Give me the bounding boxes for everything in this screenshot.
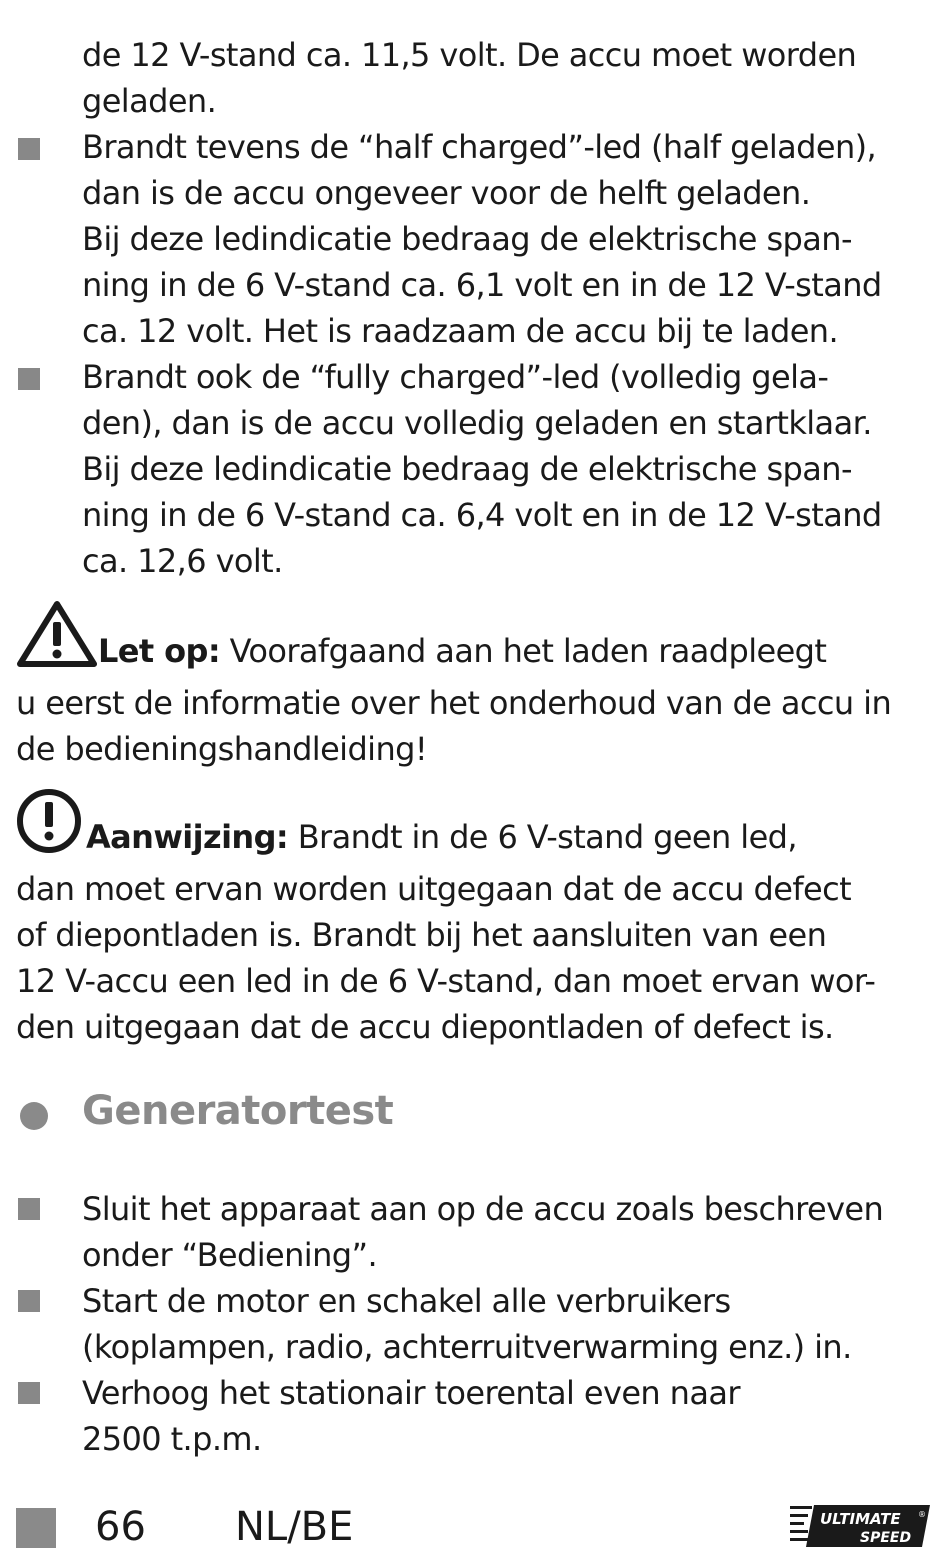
bullet-line: Bij deze ledindicatie bedraag de elektrische span-: [82, 450, 852, 488]
bullet-item-fully-charged: [82, 354, 932, 584]
bullet-item-start-motor: [82, 1278, 932, 1370]
hint-line: den uitgegaan dat de accu diepontladen of defect is.: [16, 1008, 834, 1046]
bullet-line: ca. 12 volt. Het is raadzaam de accu bij te laden.: [82, 312, 839, 350]
intro-line: geladen.: [82, 82, 217, 120]
bullet-line: ning in de 6 V-stand ca. 6,4 volt en in de 12 V-stand: [82, 496, 882, 534]
logo-registered-mark: ®: [918, 1510, 926, 1519]
bullet-line: Start de motor en schakel alle verbruikers: [82, 1282, 731, 1320]
bullet-item-connect: [82, 1186, 932, 1278]
bullet-line: ning in de 6 V-stand ca. 6,1 volt en in de 12 V-stand: [82, 266, 882, 304]
bullet-line: den), dan is de accu volledig geladen en startklaar.: [82, 404, 872, 442]
warning-line: de bedieningshandleiding!: [16, 730, 428, 768]
bullet-line: Brandt ook de “fully charged”-led (volledig gela-: [82, 358, 829, 396]
warning-line: u eerst de informatie over het onderhoud van de accu in: [16, 684, 892, 722]
bullet-square-icon: [18, 368, 40, 390]
bullet-square-icon: [18, 1198, 40, 1220]
footer-square-icon: [16, 1508, 56, 1548]
warning-note: [16, 600, 936, 772]
bullet-line: Brandt tevens de “half charged”-led (half geladen),: [82, 128, 877, 166]
warning-label: Let op:: [98, 632, 221, 670]
hint-line: dan moet ervan worden uitgegaan dat de accu defect: [16, 870, 852, 908]
logo-text-top: ULTIMATE: [820, 1510, 901, 1528]
bullet-line: dan is de accu ongeveer voor de helft geladen.: [82, 174, 811, 212]
hint-note: [16, 788, 936, 1050]
brand-logo: [790, 1503, 932, 1549]
bullet-line: Bij deze ledindicatie bedraag de elektrische span-: [82, 220, 852, 258]
bullet-line: onder “Bediening”.: [82, 1236, 378, 1274]
warning-triangle-icon: [16, 600, 98, 680]
hint-line: of diepontladen is. Brandt bij het aansluiten van een: [16, 916, 827, 954]
hint-text: Brandt in de 6 V-stand geen led,: [288, 818, 797, 856]
language-code: NL/BE: [235, 1504, 354, 1550]
hint-line: 12 V-accu een led in de 6 V-stand, dan moet ervan wor-: [16, 962, 876, 1000]
bullet-line: ca. 12,6 volt.: [82, 542, 283, 580]
bullet-line: Sluit het apparaat aan op de accu zoals beschreven: [82, 1190, 884, 1228]
section-title: Generatortest: [82, 1088, 394, 1134]
intro-line: de 12 V-stand ca. 11,5 volt. De accu moet worden: [82, 36, 857, 74]
page-number: 66: [95, 1504, 146, 1550]
bullet-line: (koplampen, radio, achterruitverwarming enz.) in.: [82, 1328, 852, 1366]
bullet-square-icon: [18, 1382, 40, 1404]
hint-label: Aanwijzing:: [86, 818, 289, 856]
bullet-line: Verhoog het stationair toerental even naar: [82, 1374, 740, 1412]
bullet-line: 2500 t.p.m.: [82, 1420, 262, 1458]
bullet-square-icon: [18, 1290, 40, 1312]
bullet-item-half-charged: [82, 124, 932, 354]
logo-text-bottom: SPEED: [860, 1530, 912, 1546]
intro-paragraph: [82, 32, 932, 124]
bullet-item-increase-rpm: [82, 1370, 932, 1462]
warning-text: Voorafgaand aan het laden raadpleegt: [220, 632, 827, 670]
exclamation-circle-icon: [16, 788, 86, 866]
bullet-square-icon: [18, 138, 40, 160]
section-bullet-dot-icon: [20, 1102, 48, 1130]
